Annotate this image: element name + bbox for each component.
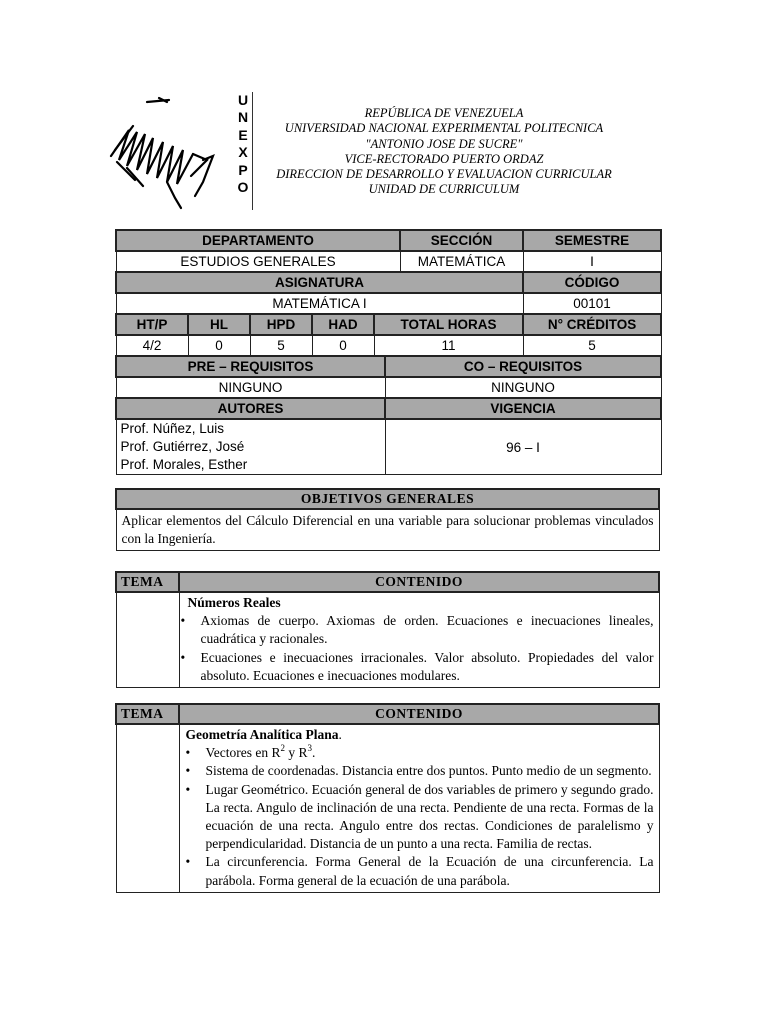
contenido-body	[180, 593, 659, 687]
contenido-label: CONTENIDO	[179, 572, 659, 592]
header-line: DIRECCION DE DESARROLLO Y EVALUACION CURRICULAR	[276, 167, 612, 182]
total-horas-label: TOTAL HORAS	[374, 314, 523, 335]
vigencia-label: VIGENCIA	[385, 398, 661, 419]
bullet-icon: •	[185, 745, 191, 761]
topic-heading	[186, 726, 654, 744]
list-item-text: Axiomas de cuerpo. Axiomas de orden. Ecuaciones e inecuaciones lineales, cuadrática y racionales.	[200, 613, 654, 647]
logo-letter: X	[238, 144, 248, 161]
htp-label: HT/P	[116, 314, 188, 335]
list-item-text: Vectores en $R^2$ y $R^3$.	[205, 742, 316, 761]
tema-label: TEMA	[116, 572, 179, 592]
unexpo-logo-graphic	[107, 90, 237, 212]
total-horas-value: 11	[374, 335, 523, 356]
tema-label: TEMA	[116, 704, 179, 724]
topic-title: Geometría Analítica Plana	[185, 727, 339, 742]
logo-letter: N	[237, 109, 249, 126]
topic-suffix: .	[338, 727, 342, 742]
unexpo-logo	[107, 90, 253, 212]
author-name: Prof. Gutiérrez, José	[120, 439, 245, 454]
autores-list	[116, 419, 385, 475]
header-line: VICE-RECTORADO PUERTO ORDAZ	[344, 151, 544, 166]
objetivos-label: OBJETIVOS GENERALES	[116, 489, 659, 509]
contenido-list	[185, 742, 671, 890]
creditos-value: 5	[523, 335, 661, 356]
header-line: UNIDAD DE CURRICULUM	[368, 182, 520, 197]
tema-cell	[116, 724, 179, 892]
htp-value: 4/2	[116, 335, 188, 356]
table-row	[116, 272, 661, 293]
table-row	[116, 230, 661, 251]
table-row	[116, 293, 661, 314]
asignatura-label: ASIGNATURA	[116, 272, 523, 293]
table-row	[116, 509, 659, 551]
header-line: REPÚBLICA DE VENEZUELA	[364, 106, 524, 120]
contenido-list	[180, 612, 654, 685]
table-row	[116, 335, 661, 356]
hl-label: HL	[188, 314, 250, 335]
topic-title: Números Reales	[187, 595, 281, 610]
contenido-label: CONTENIDO	[179, 704, 659, 724]
table-row	[116, 489, 659, 509]
bullet-icon: •	[185, 763, 191, 779]
author-name: Prof. Núñez, Luis	[120, 421, 225, 436]
contenido-body	[180, 725, 671, 892]
tema-1-section	[115, 571, 660, 688]
header-line: "ANTONIO JOSE DE SUCRE"	[365, 136, 523, 151]
seccion-label: SECCIÓN	[400, 230, 523, 251]
bullet-icon: •	[180, 649, 186, 665]
had-value: 0	[312, 335, 374, 356]
logo-letter: U	[237, 92, 249, 108]
table-row	[116, 592, 659, 688]
autores-label: AUTORES	[116, 398, 385, 419]
objetivos-text: Aplicar elementos del Cálculo Diferencial en una variable para solucionar problemas vinculados con la Ingeniería.	[121, 513, 654, 546]
table-row	[116, 356, 661, 377]
header-line: UNIVERSIDAD NACIONAL EXPERIMENTAL POLITECNICA	[284, 121, 604, 136]
departamento-value: ESTUDIOS GENERALES	[116, 251, 400, 272]
coreq-label: CO – REQUISITOS	[385, 356, 661, 377]
table-row	[116, 572, 659, 592]
hpd-label: HPD	[250, 314, 312, 335]
bullet-icon: •	[185, 854, 191, 870]
tema-2-section	[115, 703, 671, 893]
course-info-table	[115, 229, 662, 475]
bullet-icon: •	[180, 613, 186, 629]
list-item	[181, 649, 654, 685]
departamento-label: DEPARTAMENTO	[116, 230, 400, 251]
had-label: HAD	[312, 314, 374, 335]
vigencia-value: 96 – I	[385, 419, 661, 475]
table-row	[116, 377, 661, 398]
table-row	[116, 419, 661, 475]
table-row	[116, 398, 661, 419]
logo-letters	[236, 92, 250, 196]
logo-letter: O	[237, 179, 249, 196]
semestre-label: SEMESTRE	[523, 230, 661, 251]
coreq-value: NINGUNO	[385, 377, 661, 398]
list-item-text: La circunferencia. Forma General de la Ecuación de una circunferencia. La parábola. Forma general de la ecuación de una parábola.	[205, 854, 654, 888]
list-item	[186, 762, 654, 780]
list-item	[185, 781, 671, 854]
objetivos-generales-section	[115, 488, 660, 551]
codigo-label: CÓDIGO	[523, 272, 661, 293]
list-item	[186, 853, 654, 889]
list-item-text: Sistema de coordenadas. Distancia entre dos puntos. Punto medio de un segmento.	[205, 763, 652, 779]
logo-divider	[252, 92, 253, 210]
list-item	[181, 612, 654, 648]
superscript: 2	[280, 742, 285, 753]
semestre-value: I	[523, 251, 661, 272]
logo-letter: E	[238, 126, 248, 143]
bullet-icon: •	[185, 781, 191, 797]
table-row	[116, 314, 661, 335]
list-item-text: Lugar Geométrico. Ecuación general de dos variables de primero y segundo grado. La recta. Angulo de inclinación de una recta. Pendiente de una recta. Formas de la ecuación de una recta. Angulo entre dos rectas. Condiciones de paralelismo y perpendicularidad. Distancia de un punto a una recta. Familia de rectas.	[205, 781, 671, 852]
tema-cell	[116, 592, 179, 688]
list-item	[186, 744, 654, 762]
creditos-label: N° CRÉDITOS	[523, 314, 661, 335]
hpd-value: 5	[250, 335, 312, 356]
table-row	[116, 251, 661, 272]
asignatura-value: MATEMÁTICA I	[116, 293, 523, 314]
logo-letter: P	[238, 161, 248, 178]
prereq-label: PRE – REQUISITOS	[116, 356, 385, 377]
institution-header	[258, 106, 630, 198]
prereq-value: NINGUNO	[116, 377, 385, 398]
author-name: Prof. Morales, Esther	[120, 457, 248, 472]
table-row	[116, 724, 659, 892]
table-row	[116, 704, 659, 724]
superscript: 3	[307, 742, 312, 753]
seccion-value: MATEMÁTICA	[400, 251, 523, 272]
list-item-text: Ecuaciones e inecuaciones irracionales. Valor absoluto. Propiedades del valor absoluto. Ecuaciones e inecuaciones modulares.	[200, 649, 654, 683]
codigo-value: 00101	[523, 293, 661, 314]
hl-value: 0	[188, 335, 250, 356]
